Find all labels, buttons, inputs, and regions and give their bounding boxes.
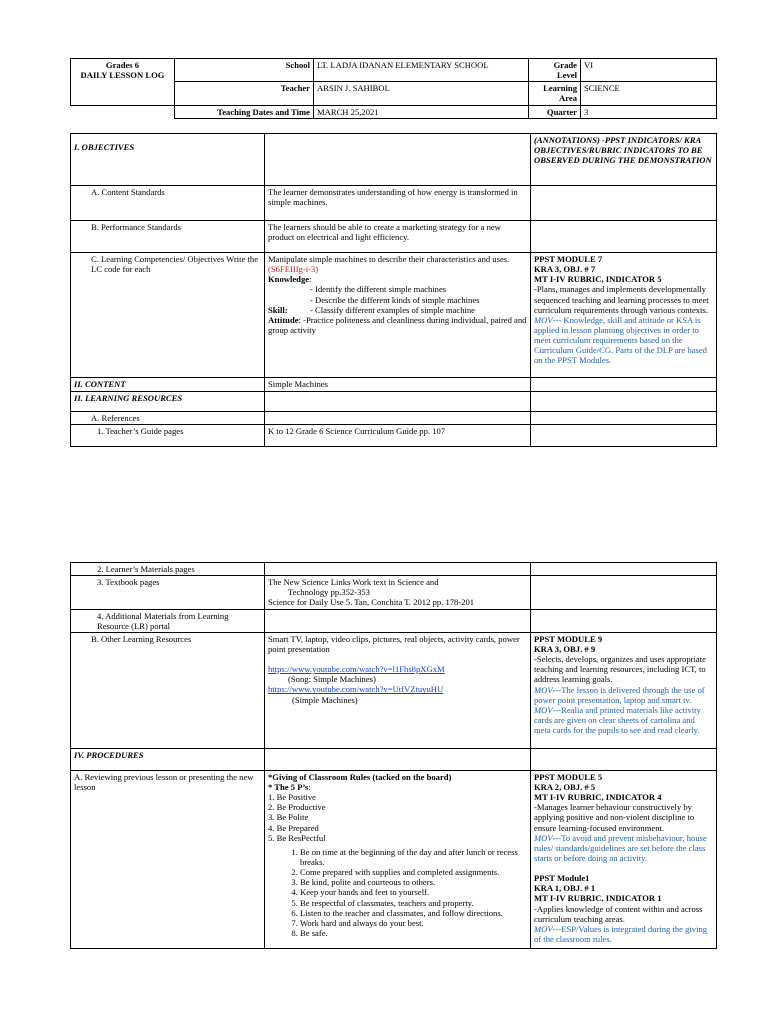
mov-label: MOV	[534, 923, 553, 934]
rules-list	[268, 847, 527, 938]
procedures-heading: IV. PROCEDURES	[71, 748, 265, 770]
rule-item: 7. Work hard and always do your best.	[300, 918, 527, 928]
mov-label: MOV	[534, 314, 553, 325]
ppst-title: PPST MODULE 7	[534, 254, 603, 264]
performance-standards-label: B. Performance Standards	[71, 221, 265, 253]
objectives-table	[70, 133, 717, 447]
mov-label: MOV	[534, 684, 553, 695]
ps-title: * The 5 P’s	[268, 781, 309, 792]
rule-item: 8. Be safe.	[300, 928, 527, 938]
rules-cell: *Giving of Classroom Rules (tacked on the board) * The 5 P’s: 1. Be Positive 2. Be Productive 3. Be Polite 4. Be Prepared 5. Be ResPectful 1. Be on time at the beginning of the day and after lunch or recess breaks. 2. Come prepared with supplies and completed assignments. 3. Be kind, polite and courteous to others. 4. Keep your hands and feet to yourself. 5. Be respectful of classmates, teachers and property. 6. Listen to the teacher and classmates, and follow directions. 7. Work hard and always do your best. 8. Be safe.	[265, 770, 531, 948]
content-value: Simple Machines	[265, 378, 531, 392]
competencies-label: C. Learning Competencies/ Objectives Write the LC code for each	[71, 253, 265, 378]
mov-text: ---Realia and printed materials like activity cards are given on clear sheets of cartolina and meta cards for the pupils to see and read clearly.	[534, 704, 701, 736]
rules-title: *Giving of Classroom Rules (tacked on the board)	[268, 771, 452, 782]
teacher-value: ARSIN J. SAHIBOL	[314, 82, 529, 105]
rubric4: MT I-IV RUBRIC, INDICATOR 4	[534, 792, 662, 803]
teacher-label: Teacher	[175, 82, 314, 105]
p-item: 4. Be Prepared	[268, 822, 319, 833]
youtube-link-1[interactable]: https://www.youtube.com/watch?v=l1Fhs8pXGxM	[268, 664, 445, 675]
rubric: MT I-IV RUBRIC, INDICATOR 5	[534, 274, 662, 285]
references-label: A. References	[71, 412, 265, 425]
kra9: KRA 3, OBJ. # 9	[534, 643, 596, 654]
skill: - Classify different examples of simple machine	[310, 304, 475, 315]
resources-procedures-table	[70, 562, 717, 949]
knowledge-item: - Describe the different kinds of simple machines	[310, 294, 480, 305]
dates-value: MARCH 25,2021	[314, 105, 529, 118]
competency: Manipulate simple machines to describe their characteristics and uses.	[268, 254, 510, 264]
annotations-heading: (ANNOTATIONS) -PPST INDICATORS/ KRA OBJECTIVES/RUBRIC INDICATORS TO BE OBSERVED DURING THE DEMONSTRATION	[531, 134, 717, 186]
ppst9-annotation-cell	[531, 632, 717, 748]
attitude: : -Practice politeness and cleanliness during individual, paired and group activity	[268, 314, 527, 335]
ppst5-annotation-cell	[531, 770, 717, 948]
kra5: KRA 2, OBJ. # 5	[534, 781, 596, 792]
log-title: DAILY LESSON LOG	[80, 70, 165, 81]
review-label: A. Reviewing previous lesson or presenting the new lesson	[71, 770, 265, 948]
p-item: 1. Be Positive	[268, 792, 316, 803]
ppst9-desc: -Selects, develops, organizes and uses appropriate teaching and learning resources, including ICT, to address learning goals.	[534, 654, 706, 685]
other-resources: Smart TV, laptop, video clips, pictures, real objects, activity cards, power point presentation	[268, 633, 520, 654]
competencies-cell: Manipulate simple machines to describe their characteristics and uses. (S6FEIIIg-i-3) Knowledge: - Identify the different simple machines - Describe the different kinds of simple machines Skill: - Classify different examples of simple machine Attitude: -Practice politeness and cleanliness during individual, paired and group activity	[265, 253, 531, 378]
kra1: KRA 1, OBJ. # 1	[534, 883, 596, 894]
grade-level-label: Grade Level	[529, 59, 581, 82]
quarter-label: Quarter	[529, 105, 581, 118]
other-resources-label: B. Other Learning Resources	[71, 632, 265, 748]
mov-label: MOV	[534, 832, 553, 843]
ppst1-title: PPST Module1	[534, 873, 590, 884]
ppst-desc: -Plans, manages and implements developmentally sequenced teaching and learning processes to meet curriculum requirements through various contexts.	[534, 284, 709, 315]
mov-label: MOV	[534, 704, 553, 715]
content-standards: The learner demonstrates understanding of how energy is transformed in simple machines.	[265, 186, 531, 221]
kra: KRA 3, OBJ. # 7	[534, 264, 596, 275]
textbook-line: The New Science Links Work text in Science and	[268, 577, 439, 588]
school-label: School	[175, 59, 314, 82]
youtube-link-2[interactable]: https://www.youtube.com/watch?v=UtfVZtuyuHU	[268, 684, 444, 695]
grade-level-value: VI	[581, 59, 717, 82]
rule-item: 4. Keep your hands and feet to yourself.	[300, 887, 527, 897]
knowledge-label: Knowledge	[268, 274, 310, 285]
rule-item: 1. Be on time at the beginning of the day and after lunch or recess breaks.	[300, 847, 527, 867]
school-value: LT. LADJA IDANAN ELEMENTARY SCHOOL	[314, 59, 529, 82]
grades: Grades 6	[105, 60, 140, 70]
ppst5-desc: -Manages learner behaviour constructively by applying positive and non-violent discipline to ensure learning-focused environment.	[534, 802, 695, 833]
lc-code: (S6FEIIIg-i-3)	[268, 264, 319, 275]
additional-materials-label: 4. Additional Materials from Learning Resource (LR) portal	[71, 609, 265, 632]
learning-area-value: SCIENCE	[581, 82, 717, 105]
log-title-cell	[71, 59, 175, 106]
rule-item: 3. Be kind, polite and courteous to others.	[300, 877, 527, 887]
textbook-line: Science for Daily Use 5. Tan, Conchita T. 2012 pp. 178-201	[268, 597, 475, 608]
learning-area-label: Learning Area	[529, 82, 581, 105]
mov-text: --- Knowledge, skill and attitude or KSA is applied in lesson planning objectives in order to meet curriculum requirements based on the Curriculum Guide/CG. Parts of the DLP are based on the PPST Modules.	[534, 314, 707, 366]
resources-heading: II. LEARNING RESOURCES	[71, 392, 265, 412]
link1-caption: (Song: Simple Machines)	[288, 674, 376, 685]
textbook-line: Technology pp.352-353	[288, 587, 370, 598]
objectives-heading: I. OBJECTIVES	[71, 134, 265, 186]
textbook-cell	[265, 576, 531, 609]
ppst5-title: PPST MODULE 5	[534, 771, 603, 782]
ppst9-title: PPST MODULE 9	[534, 633, 603, 644]
attitude-label: Attitude	[268, 314, 299, 325]
mov-text: ---To avoid and prevent misbehaviour, house rules/ standards/guidelines are set before the class starts or before doing an activity.	[534, 832, 707, 863]
header-table	[70, 58, 717, 119]
textbook-label: 3. Textbook pages	[71, 576, 265, 609]
learners-materials-label: 2. Learner’s Materials pages	[71, 563, 265, 576]
performance-standards: The learners should be able to create a marketing strategy for a new product on electrical and light efficiency.	[265, 221, 531, 253]
ppst-annotation-cell	[531, 253, 717, 378]
content-standards-label: A. Content Standards	[71, 186, 265, 221]
quarter-value: 3	[581, 105, 717, 118]
p-item: 2. Be Productive	[268, 802, 326, 813]
rubric1: MT I-IV RUBRIC, INDICATOR 1	[534, 893, 662, 904]
rule-item: 2. Come prepared with supplies and completed assignments.	[300, 867, 527, 877]
teachers-guide: K to 12 Grade 6 Science Curriculum Guide pp. 107	[265, 425, 531, 447]
ppst1-desc: -Applies knowledge of content within and across curriculum teaching areas.	[534, 903, 703, 924]
p-item: 5. Be ResPectful	[268, 832, 326, 843]
rule-item: 6. Listen to the teacher and classmates, and follow directions.	[300, 908, 527, 918]
mov-text: ---ESP/Values is integrated during the giving of the classroom rules.	[534, 923, 708, 944]
other-resources-cell	[265, 632, 531, 748]
mov-text: ---The lesson is delivered through the use of power point presentation, laptop and smart tv.	[534, 684, 705, 705]
dates-label: Teaching Dates and Time	[175, 105, 314, 118]
rule-item: 5. Be respectful of classmates, teachers and property.	[300, 898, 527, 908]
content-heading: II. CONTENT	[71, 378, 265, 392]
link2-caption: (Simple Machines)	[292, 694, 358, 705]
p-item: 3. Be Polite	[268, 812, 309, 823]
teachers-guide-label: 1. Teacher’s Guide pages	[71, 425, 265, 447]
knowledge-item: - Identify the different simple machines	[310, 284, 447, 295]
skill-label: Skill:	[268, 304, 288, 315]
